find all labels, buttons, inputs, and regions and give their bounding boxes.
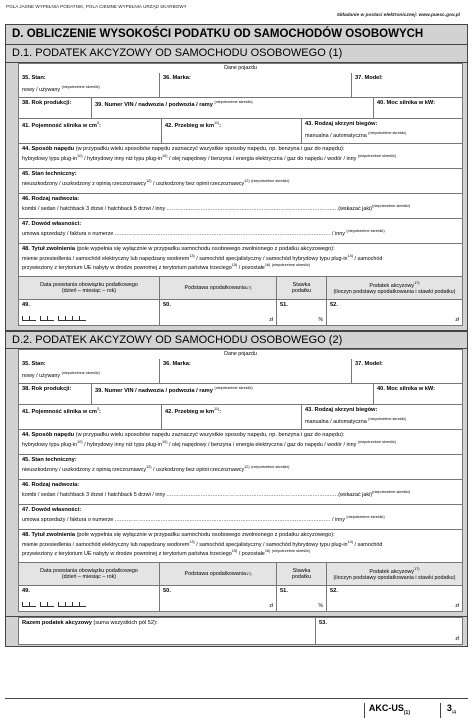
cm3-sup: 3: [96, 121, 100, 125]
field-38-label: 38. Rok produkcji:: [22, 386, 72, 392]
top-note: POLA JASNE WYPEŁNIA PODATNIK, POLA CIEMNE WYPEŁNIA URZĄD SKARBOWY: [6, 4, 187, 9]
field-39[interactable]: [91, 98, 373, 118]
optional-note: (niepotrzebne skreślić): [346, 515, 385, 519]
body-options[interactable]: kombi / sedan / hatchback 3 drzwi / hatchback 5 drzwi / inny .....................................................................................................(wskazać jaki)$^{(niepotrzebne skreślić)}$: [22, 204, 411, 212]
field-36[interactable]: [159, 73, 351, 97]
body-options-text: kombi / sedan / hatchback 3 drzwi / hatchback 5 drzwi / inny: [22, 491, 166, 498]
field-40-label: 40. Moc silnika w kW:: [377, 100, 436, 106]
optional-note: (niepotrzebne skreślić): [251, 179, 290, 183]
field-44-label: 44. Sposób napędu: [22, 432, 75, 438]
field-41-label: 41. Pojemność silnika: [22, 122, 82, 129]
date-boxes[interactable]: [22, 602, 86, 609]
exempt-opt-b: / samochód specjalistyczny / samochód hybrydowy typu plug-in: [194, 255, 348, 262]
row-38-40: [18, 384, 463, 405]
gear-options[interactable]: [305, 417, 459, 425]
field-40-label: 40. Moc silnika w kW:: [377, 386, 436, 392]
field-36-label: 36. Marka:: [163, 361, 191, 367]
gear-options-text: manualna / automatyczna: [305, 418, 367, 425]
exempt-note-2: 14): [347, 540, 354, 544]
header-rate-sub: podatku: [291, 288, 312, 294]
field-51[interactable]: [276, 586, 326, 611]
field-49[interactable]: [19, 586, 159, 611]
exempt-opt-c: / samochód: [353, 541, 383, 548]
header-base: [159, 277, 276, 299]
optional-note: (niepotrzebne skreślić): [368, 131, 407, 135]
header-rate: [276, 563, 326, 585]
field-38[interactable]: [19, 98, 91, 118]
field-44[interactable]: 44. Sposób napędu (w przypadku wielu sposobów napędu zaznaczyć wszystkie sposoby napędu, np. benzyna i gaz do napędu): hybrydowy typu plug-in$^{10)}$ / hybrydowy inny niż typu plug-in$^{10)}$ / olej napędowy / benzyna / energia elektryczna / gaz do napędu / wodór / inny $^{(niepotrzebne skreślić)}$: [18, 430, 463, 455]
section-d: [5, 24, 468, 647]
currency-label: zł: [269, 317, 273, 323]
form-code-sub: (1): [403, 709, 410, 716]
state-options[interactable]: [22, 85, 156, 93]
field-39-note: (niepotrzebne skreślić): [214, 386, 253, 390]
field-51[interactable]: [276, 300, 326, 325]
drive-note-1: 10): [77, 440, 83, 444]
field-43[interactable]: [301, 119, 462, 143]
exempt-opt-a: mienie przesiedlenia / samochód elektryczny lub napędzany wodorem: [22, 541, 190, 548]
exempt-opt-e: / pozostałe: [237, 264, 265, 271]
field-51-label: 51.: [280, 302, 288, 308]
field-48-label: 48. Tytuł zwolnienia: [22, 532, 75, 538]
exempt-opt-a: mienie przesiedlenia / samochód elektryczny lub napędzany wodorem: [22, 255, 190, 262]
field-38[interactable]: [19, 384, 91, 404]
header-base-note: 17): [245, 286, 252, 290]
exempt-note-4: 16): [264, 262, 271, 267]
exempt-note-4: 16): [264, 548, 271, 553]
field-47[interactable]: [18, 505, 463, 530]
field-35[interactable]: [19, 359, 159, 383]
field-42-label: 42. Przebieg w km: [165, 122, 214, 129]
tax-table-header: [18, 563, 463, 586]
field-39-label: 39. Numer VIN / nadwozia / podwozia / ramy: [95, 387, 213, 394]
exempt-opt-d: przywieziony z terytorium UE nabyty w drodze powrotnej z terytorium państwa trzeciego: [22, 550, 232, 557]
header-tax-text: Podatek akcyzowy: [369, 568, 415, 575]
tech-opt-a: nieuszkodzony / uszkodzony z opinią rzeczoznawcy: [22, 466, 147, 473]
proof-options[interactable]: umowa sprzedaży / faktura o numerze ............................................................................................................................... / inny $^{(niepotrzebne skreślić)}$: [22, 229, 385, 237]
total-row: [18, 617, 463, 645]
field-43-label: 43. Rodzaj skrzyni biegów:: [305, 407, 378, 413]
currency-label: zł: [455, 603, 459, 609]
drive-note-2: 10): [162, 440, 168, 444]
drive-options[interactable]: [22, 440, 459, 448]
page-number-sub: /4: [451, 709, 456, 716]
field-45[interactable]: [18, 455, 463, 480]
optional-note: (niepotrzebne skreślić): [372, 204, 411, 208]
drive-hint: (w przypadku wielu sposobów napędu zaznaczyć wszystkie sposoby napędu, np. benzyna i gaz do napędu): [75, 146, 343, 152]
tech-note-2: 12): [244, 179, 250, 183]
proof-end: / inny: [332, 516, 345, 523]
field-37-label: 37. Model:: [355, 361, 383, 367]
page-footer: [5, 698, 468, 718]
field-41-label: 41. Pojemność silnika: [22, 408, 82, 415]
optional-note: (niepotrzebne skreślić): [61, 85, 100, 89]
field-42-note: 11): [214, 407, 220, 411]
section-title: D. OBLICZENIE WYSOKOŚCI PODATKU OD SAMOCHODÓW OSOBOWYCH: [6, 25, 467, 45]
header-tax: [326, 277, 462, 299]
field-35[interactable]: [19, 73, 159, 97]
drive-opt-c: / olej napędowy / benzyna / energia elektryczna / gaz do napędu / wodór / inny: [167, 441, 358, 448]
field-39-label: 39. Numer VIN / nadwozia / podwozia / ramy: [95, 101, 213, 108]
field-49-label: 49.: [22, 302, 30, 308]
field-50[interactable]: [159, 586, 276, 611]
row-35-37: [18, 359, 463, 384]
optional-note: (niepotrzebne skreślić): [346, 229, 385, 233]
field-42-label: 42. Przebieg w km: [165, 408, 214, 415]
row-38-40: [18, 98, 463, 119]
vehicle-title: D.1. PODATEK AKCYZOWY OD SAMOCHODU OSOBOWEGO (1): [6, 45, 467, 63]
vehicle-data-header: Dane pojazdu: [18, 63, 463, 73]
field-39-note: (niepotrzebne skreślić): [214, 100, 253, 104]
field-45-label: 45. Stan techniczny:: [22, 171, 77, 177]
currency-label: zł: [455, 636, 459, 642]
exempt-note-3: 15): [231, 548, 238, 553]
gear-options-text: manualna / automatyczna: [305, 132, 367, 139]
field-35-label: 35. Stan:: [22, 75, 46, 81]
field-37[interactable]: [351, 73, 462, 97]
header-rate-text: Stawka: [292, 568, 311, 574]
e-submission-note: Składanie w postaci elektronicznej: www.puesc.gov.pl: [336, 13, 460, 18]
exempt-hint: (pole wypełnia się wyłącznie w przypadku samochodu osobowego zwolnionego z podatku akcyzowego):: [76, 532, 335, 538]
drive-hint: (w przypadku wielu sposobów napędu zaznaczyć wszystkie sposoby napędu, np. benzyna i gaz do napędu): [75, 432, 343, 438]
header-tax-sub: (iloczyn podstawy opodatkowania i stawki podatku): [333, 574, 456, 581]
optional-note: (niepotrzebne skreślić): [271, 548, 311, 553]
header-date-sub: (dzień – miesiąc – rok): [61, 288, 117, 294]
field-38-label: 38. Rok produkcji:: [22, 100, 72, 106]
field-46-label: 46. Rodzaj nadwozia:: [22, 482, 80, 488]
header-tax-note: 17): [414, 567, 420, 572]
exempt-opt-c: / samochód: [353, 255, 383, 262]
header-date-text: Data powstania obowiązku podatkowego: [40, 568, 138, 574]
form-code: [364, 703, 410, 718]
exempt-note-2: 14): [347, 254, 354, 258]
optional-note: (niepotrzebne skreślić): [372, 490, 411, 494]
page-number: [440, 703, 456, 718]
header-base-text: Podstawa opodatkowania: [184, 571, 246, 577]
header-tax-sub: (iloczyn podstawy opodatkowania i stawki podatku): [333, 288, 456, 295]
field-46[interactable]: [18, 480, 463, 505]
exempt-opt-b: / samochód specjalistyczny / samochód hybrydowy typu plug-in: [194, 541, 348, 548]
field-46-label: 46. Rodzaj nadwozia:: [22, 196, 80, 202]
exempt-line-1[interactable]: [22, 254, 459, 262]
field-50-label: 50.: [163, 588, 171, 594]
vehicle-blocks: [6, 45, 467, 617]
field-46[interactable]: [18, 194, 463, 219]
form-code-text: AKC-US: [368, 703, 404, 713]
header-tax-text: Podatek akcyzowy: [369, 282, 415, 289]
field-35-label: 35. Stan:: [22, 361, 46, 367]
optional-note: (niepotrzebne skreślić): [251, 465, 290, 469]
exempt-line-2[interactable]: [22, 263, 459, 271]
field-43-label: 43. Rodzaj skrzyni biegów:: [305, 121, 378, 127]
proof-options-text: umowa sprzedaży / faktura o numerze: [22, 230, 114, 237]
field-53[interactable]: [315, 618, 462, 644]
field-52[interactable]: [326, 300, 462, 325]
vehicle-title: D.2. PODATEK AKCYZOWY OD SAMOCHODU OSOBOWEGO (2): [6, 331, 467, 349]
field-37[interactable]: [351, 359, 462, 383]
header-tax: [326, 563, 462, 585]
field-49-label: 49.: [22, 588, 30, 594]
tax-table-row: [18, 300, 463, 326]
vehicle-fields: [6, 63, 467, 331]
drive-opt-a: hybrydowy typu plug-in: [22, 441, 78, 448]
percent-label: %: [318, 317, 323, 323]
field-45[interactable]: [18, 169, 463, 194]
field-48[interactable]: [18, 530, 463, 563]
total-label-cell: [19, 618, 315, 644]
proof-end: / inny: [332, 230, 345, 237]
page-number-text: 3: [446, 703, 452, 713]
row-41-43: [18, 119, 463, 144]
field-52[interactable]: [326, 586, 462, 611]
currency-label: zł: [455, 317, 459, 323]
proof-options-text: umowa sprzedaży / faktura o numerze: [22, 516, 114, 523]
field-48-label: 48. Tytuł zwolnienia: [22, 246, 75, 252]
field-44-label: 44. Sposób napędu: [22, 146, 75, 152]
header-date-sub: (dzień – miesiąc – rok): [61, 574, 117, 580]
header-base-text: Podstawa opodatkowania: [184, 285, 246, 291]
vehicle-block-1: [6, 45, 467, 331]
field-50-label: 50.: [163, 302, 171, 308]
state-options-text: nowy / używany: [22, 86, 61, 93]
total-band: [6, 617, 467, 647]
drive-opt-b: / hybrydowy inny niż typu plug-in: [82, 441, 163, 448]
tax-table-row: [18, 586, 463, 612]
field-41[interactable]: 41. Pojemność silnika w cm$^3$:: [19, 405, 161, 429]
vehicle-block-2: [6, 331, 467, 617]
tech-options[interactable]: [22, 465, 459, 473]
state-options[interactable]: [22, 371, 156, 379]
vehicle-fields: [6, 349, 467, 617]
header-rate-text: Stawka: [292, 282, 311, 288]
proof-options[interactable]: umowa sprzedaży / faktura o numerze ............................................................................................................................... / inny $^{(niepotrzebne skreślić)}$: [22, 515, 385, 523]
drive-note-1: 10): [77, 154, 83, 158]
exempt-note-3: 15): [231, 262, 238, 267]
header-rate: [276, 277, 326, 299]
cm3-label: w cm: [82, 408, 97, 415]
vehicle-data-header: Dane pojazdu: [18, 349, 463, 359]
field-51-label: 51.: [280, 588, 288, 594]
drive-note-2: 10): [162, 154, 168, 158]
field-40[interactable]: [373, 98, 462, 118]
currency-label: zł: [269, 603, 273, 609]
gear-options[interactable]: [305, 131, 459, 139]
header-base-note: 17): [245, 572, 252, 576]
optional-note: (niepotrzebne skreślić): [271, 262, 311, 267]
header-date: [19, 277, 159, 299]
exempt-opt-d: przywieziony z terytorium UE nabyty w drodze powrotnej z terytorium państwa trzeciego: [22, 264, 232, 271]
exempt-note-1: 13): [189, 540, 195, 544]
tech-opt-a: nieuszkodzony / uszkodzony z opinią rzeczoznawcy: [22, 180, 147, 187]
total-label-hint: (suma wszystkich pól 52):: [91, 620, 158, 626]
exempt-line-1[interactable]: [22, 540, 459, 548]
tech-opt-b: / uszkodzony bez opinii rzeczoznawcy: [151, 180, 245, 187]
exempt-hint: (pole wypełnia się wyłącznie w przypadku samochodu osobowego zwolnionego z podatku akcyzowego):: [76, 246, 335, 252]
row-41-43: [18, 405, 463, 430]
field-48[interactable]: [18, 244, 463, 277]
field-53-number: 53.: [319, 620, 327, 626]
exempt-note-1: 13): [189, 254, 195, 258]
field-40[interactable]: [373, 384, 462, 404]
tech-note-1: 12): [146, 465, 152, 469]
percent-label: %: [318, 603, 323, 609]
date-boxes[interactable]: [22, 316, 86, 323]
cm3-sup: 3: [96, 407, 100, 411]
header-date-text: Data powstania obowiązku podatkowego: [40, 282, 138, 288]
body-hint: (wskazać jaki): [338, 205, 373, 212]
field-36-label: 36. Marka:: [163, 75, 191, 81]
tech-note-2: 12): [244, 465, 250, 469]
header-date: [19, 563, 159, 585]
optional-note: (niepotrzebne skreślić): [357, 154, 397, 158]
field-41[interactable]: 41. Pojemność silnika w cm$^3$:: [19, 119, 161, 143]
tax-table-header: [18, 277, 463, 300]
body-options[interactable]: kombi / sedan / hatchback 3 drzwi / hatchback 5 drzwi / inny .....................................................................................................(wskazać jaki)$^{(niepotrzebne skreślić)}$: [22, 490, 411, 498]
drive-options[interactable]: [22, 154, 459, 162]
tech-note-1: 12): [146, 179, 152, 183]
field-36[interactable]: [159, 359, 351, 383]
field-52-label: 52.: [330, 588, 338, 594]
field-37-label: 37. Model:: [355, 75, 383, 81]
field-39[interactable]: [91, 384, 373, 404]
exempt-opt-e: / pozostałe: [237, 550, 265, 557]
field-49[interactable]: [19, 300, 159, 325]
field-42[interactable]: 42. Przebieg w km$^{11)}$:: [161, 405, 301, 429]
total-label: Razem podatek akcyzowy: [22, 620, 92, 626]
field-45-label: 45. Stan techniczny:: [22, 457, 77, 463]
field-50[interactable]: [159, 300, 276, 325]
tech-opt-b: / uszkodzony bez opinii rzeczoznawcy: [151, 466, 245, 473]
field-47-label: 47. Dowód własności:: [22, 507, 82, 513]
field-47[interactable]: [18, 219, 463, 244]
header-base: [159, 563, 276, 585]
optional-note: (niepotrzebne skreślić): [357, 440, 397, 444]
exempt-line-2[interactable]: [22, 549, 459, 557]
state-options-text: nowy / używany: [22, 372, 61, 379]
header-tax-note: 17): [414, 281, 420, 286]
cm3-label: w cm: [82, 122, 97, 129]
field-52-label: 52.: [330, 302, 338, 308]
field-42-note: 11): [214, 121, 220, 125]
drive-opt-a: hybrydowy typu plug-in: [22, 155, 78, 162]
field-42[interactable]: 42. Przebieg w km$^{11)}$:: [161, 119, 301, 143]
drive-opt-b: / hybrydowy inny niż typu plug-in: [82, 155, 163, 162]
tech-options[interactable]: [22, 179, 459, 187]
row-35-37: [18, 73, 463, 98]
field-44[interactable]: 44. Sposób napędu (w przypadku wielu sposobów napędu zaznaczyć wszystkie sposoby napędu, np. benzyna i gaz do napędu): hybrydowy typu plug-in$^{10)}$ / hybrydowy inny niż typu plug-in$^{10)}$ / olej napędowy / benzyna / energia elektryczna / gaz do napędu / wodór / inny $^{(niepotrzebne skreślić)}$: [18, 144, 463, 169]
field-47-label: 47. Dowód własności:: [22, 221, 82, 227]
body-hint: (wskazać jaki): [338, 491, 373, 498]
header-rate-sub: podatku: [291, 574, 312, 580]
field-43[interactable]: [301, 405, 462, 429]
optional-note: (niepotrzebne skreślić): [368, 417, 407, 421]
drive-opt-c: / olej napędowy / benzyna / energia elektryczna / gaz do napędu / wodór / inny: [167, 155, 358, 162]
optional-note: (niepotrzebne skreślić): [61, 371, 100, 375]
body-options-text: kombi / sedan / hatchback 3 drzwi / hatchback 5 drzwi / inny: [22, 205, 166, 212]
